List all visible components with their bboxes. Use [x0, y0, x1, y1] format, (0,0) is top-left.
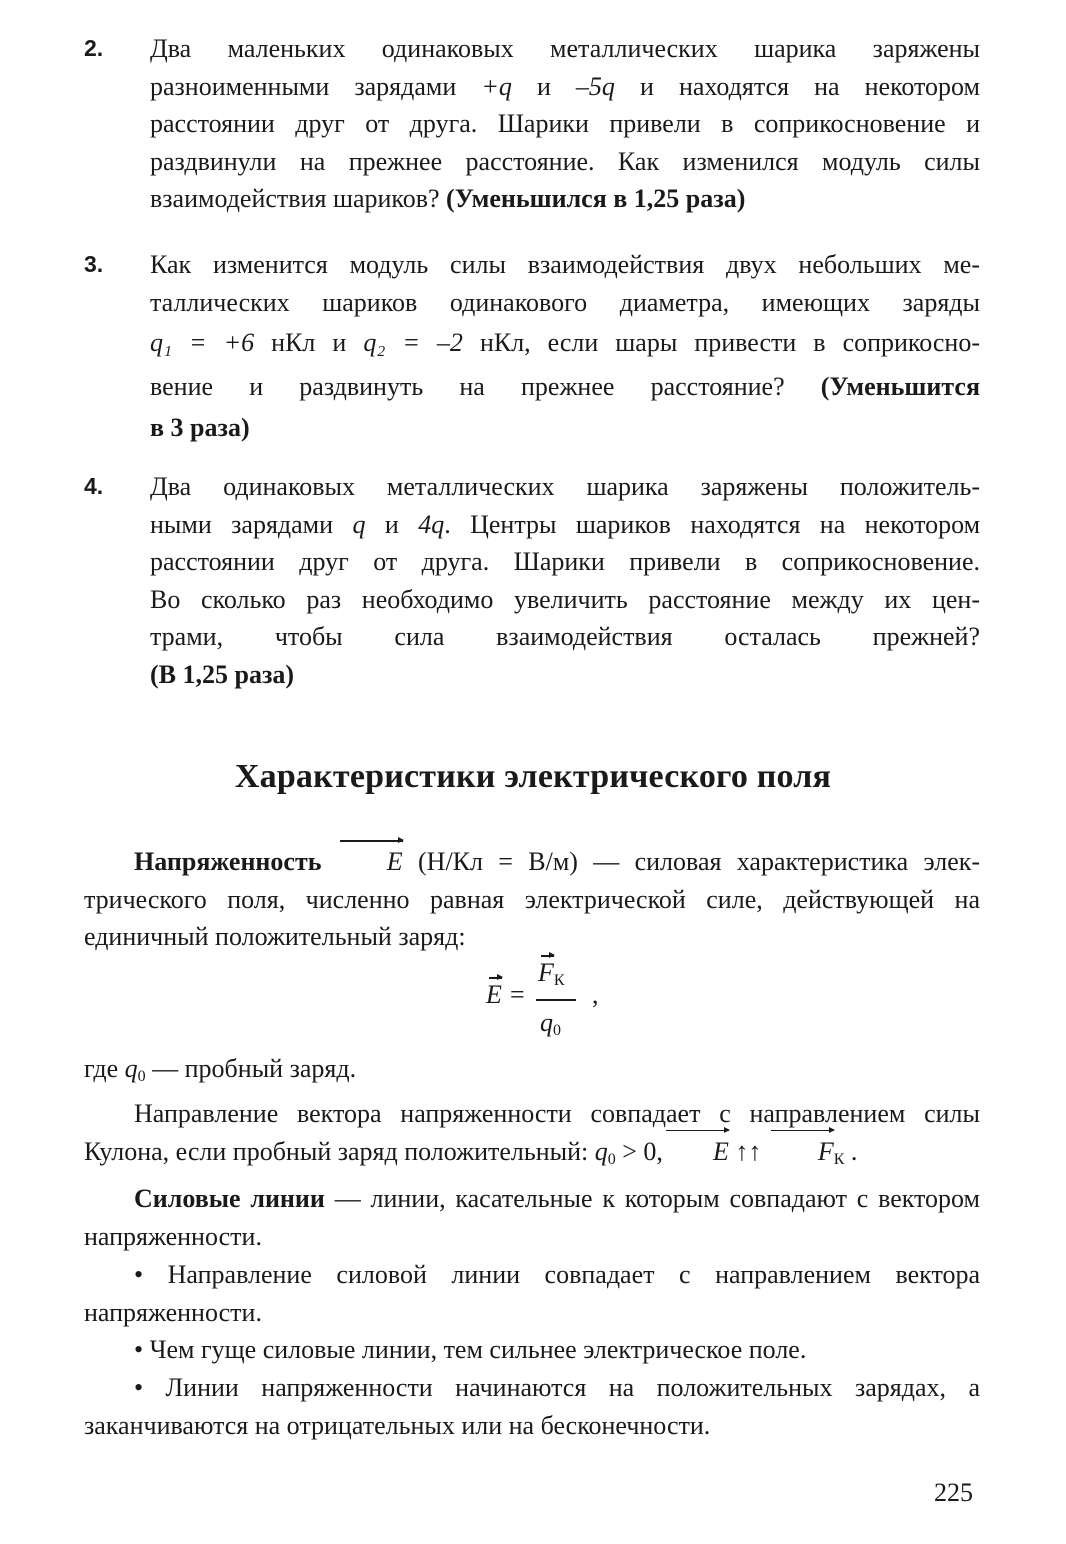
formula-field-strength — [486, 958, 626, 1042]
where-clause: где $q_0$ — пробный заряд. — [84, 1054, 357, 1085]
page-number: 225 — [934, 1478, 973, 1507]
problem-text: Два маленьких одинаковых металлических шарика заряжены разноименными зарядами +q и –5q и находятся на некотором расстоянии друг от друга. Шарики привели в соприкосновение и раздвинули на прежнее расстояние. Как изменился модуль силы взаимодействия шариков? (Уменьшился в 1,25 раза) — [150, 34, 981, 213]
formula-denominator: $q_0$ — [540, 1008, 561, 1039]
term: Напряженность — [134, 847, 322, 876]
fraction-line — [536, 999, 576, 1001]
answer: (Уменьшился в 1,25 раза) — [446, 184, 746, 213]
formula-equals: = — [510, 980, 525, 1009]
problem-3 — [84, 246, 980, 447]
problem-number: 3. — [84, 251, 104, 277]
problem-4 — [84, 468, 980, 693]
direction-paragraph: Направление вектора напряженности совпадает с направлением силы Кулона, если пробный заряд положительный: $q_0 > 0$, E ↑↑ $F_К$ . — [84, 1095, 980, 1178]
problem-text: Два одинаковых металлических шарика заряжены положитель- ными зарядами q и 4q. Центры шариков находятся на некотором расстоянии друг от друга. Шарики привели в соприкосновение. Во сколько раз необходимо увеличить расстояние между их цен- трами, чтобы сила взаимодействия осталась прежней? (В 1,25 раза) — [150, 472, 981, 689]
problem-2 — [84, 30, 980, 218]
answer: (Уменьшится — [820, 372, 981, 401]
answer: (В 1,25 раза) — [150, 659, 295, 689]
problem-text: Как изменится модуль силы взаимодействия двух небольших ме- таллических шариков одинакового диаметра, имеющих заряды q₁ = +6 нКл и q₂ = –2 нКл, если шары привести в соприкосно- вение и раздвинуть на прежнее расстояние? (Уменьшится в 3 раза) — [150, 250, 981, 442]
bullet-1: • Направление силовой линии совпадает с направлением вектора напряженности. — [84, 1260, 980, 1327]
field-lines-definition: Силовые линии — линии, касательные к которым совпадают с вектором напряженности. — [84, 1184, 981, 1251]
problem-number: 2. — [84, 35, 104, 61]
answer-continued: в 3 раза) — [150, 413, 250, 442]
formula-lhs: E — [486, 980, 502, 1009]
term: Силовые линии — [134, 1184, 325, 1213]
vector-E-symbol: E — [337, 843, 403, 881]
bullet-3: • Линии напряженности начинаются на положительных зарядах, а заканчиваются на отрицательных или на бесконечности. — [84, 1373, 980, 1440]
problem-number: 4. — [84, 473, 104, 499]
section-heading: Характеристики электрического поля — [234, 758, 832, 795]
formula-comma: , — [592, 980, 599, 1009]
bullet-2: • Чем гуще силовые линии, тем сильнее электрическое поле. — [134, 1335, 807, 1364]
formula-numerator: $F_К$ — [538, 958, 565, 989]
definition-field-strength: Напряженность E (Н/Кл = В/м) — силовая характеристика элек- трического поля, численно равная электрической силе, действующей на единичный положительный заряд: — [84, 843, 980, 956]
